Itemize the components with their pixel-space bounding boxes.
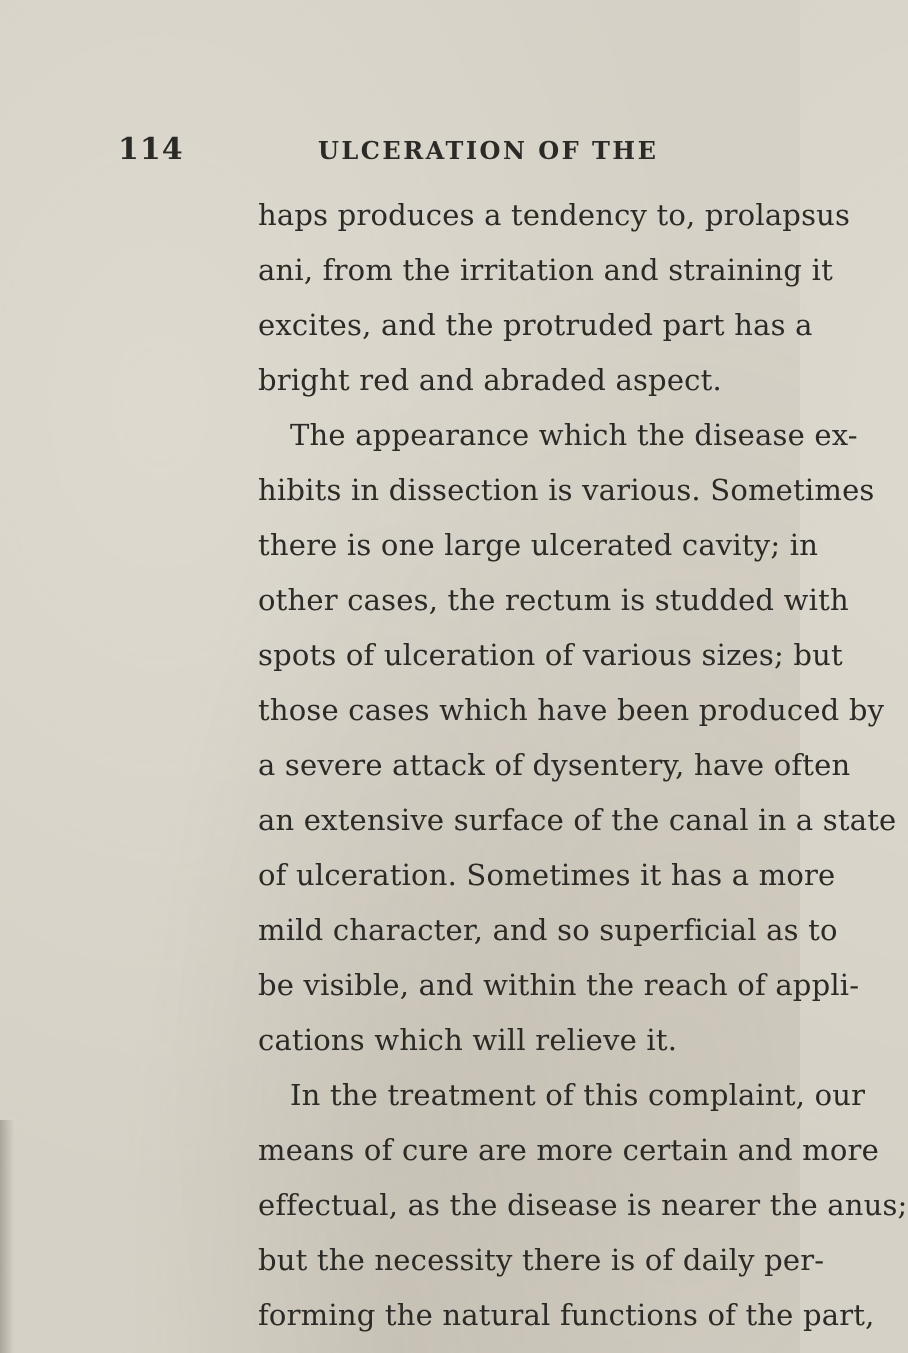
page-number: 114 [118, 132, 184, 167]
text-line: cations which will relieve it. [258, 1023, 678, 1057]
page-edge-shadow [0, 1120, 14, 1353]
text-line: but the necessity there is of daily per- [258, 1243, 825, 1277]
text-line: an extensive surface of the canal in a state [258, 803, 897, 837]
text-line: mild character, and so superficial as to [258, 913, 838, 947]
text-line: excites, and the protruded part has a [258, 308, 813, 342]
text-line: forming the natural functions of the part, [258, 1298, 875, 1332]
running-title: ULCERATION OF THE [318, 136, 659, 165]
text-line: a severe attack of dysentery, have often [258, 748, 851, 782]
text-line: there is one large ulcerated cavity; in [258, 528, 819, 562]
text-line: means of cure are more certain and more [258, 1133, 879, 1167]
text-line: of ulceration. Sometimes it has a more [258, 858, 836, 892]
text-line: haps produces a tendency to, prolapsus [258, 198, 851, 232]
text-line: ani, from the irritation and straining it [258, 253, 833, 287]
text-line: spots of ulceration of various sizes; but [258, 638, 843, 672]
text-line: those cases which have been produced by [258, 693, 885, 727]
text-line: other cases, the rectum is studded with [258, 583, 849, 617]
text-line: The appearance which the disease ex- [290, 418, 858, 452]
text-line: hibits in dissection is various. Sometimes [258, 473, 875, 507]
text-line: be visible, and within the reach of appli- [258, 968, 860, 1002]
running-head [118, 132, 758, 176]
text-line: effectual, as the disease is nearer the anus; [258, 1188, 908, 1222]
text-line: bright red and abraded aspect. [258, 363, 722, 397]
text-line: In the treatment of this complaint, our [290, 1078, 866, 1112]
